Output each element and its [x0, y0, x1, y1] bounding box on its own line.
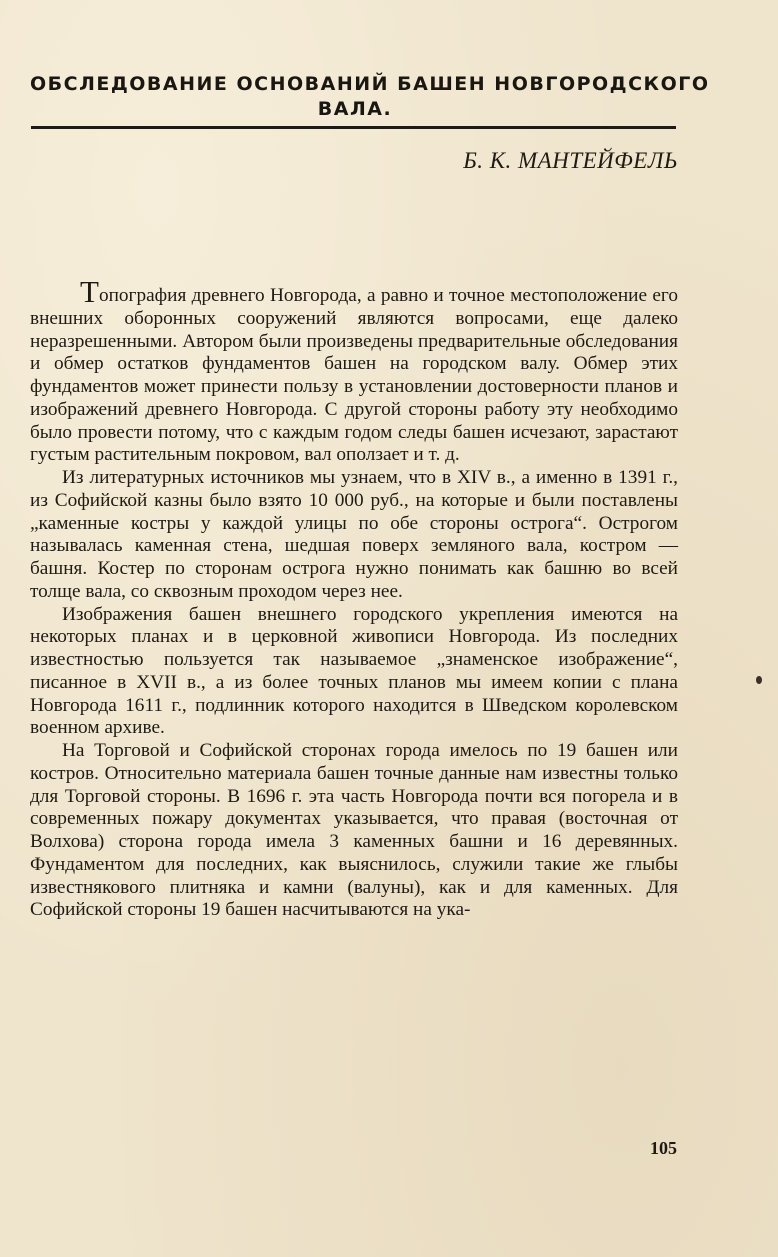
- page-number: 105: [650, 1138, 677, 1158]
- paragraph-1: [30, 274, 678, 467]
- title-rule: [31, 126, 676, 129]
- article-title-line-1: ОБСЛЕДОВАНИЕ ОСНОВАНИЙ БАШЕН НОВГОРОДСКОГО: [30, 73, 710, 95]
- article-title-line-2: ВАЛА.: [317, 98, 393, 120]
- drop-cap: Т: [80, 274, 99, 309]
- paragraph-2: Из литературных источников мы узнаем, что в XIV в., а именно в 1391 г., из Софийской казны было взято 10 000 руб., на которые и были поставлены „каменные костры у каждой улицы по обе стороны острога“. Острогом называлась каменная стена, шедшая поверх земляного вала, костром — башня. Костер по сторонам острога нужно понимать как башню во всей толще вала, со сквозным проходом через нее.: [30, 467, 678, 602]
- paragraph-1-text: опография древнего Новгорода, а равно и точное местоположение его внешних оборонных сооружений являются вопросами, еще далеко неразрешенными. Автором были произведены предварительные обследования и обмер остатков фундаментов башен на городском валу. Обмер этих фундаментов может принести пользу в установлении достоверности планов и изображений древнего Новгорода. С другой стороны работу эту необходимо было провести потому, что с каждым годом следы башен исчезают, зарастают густым растительным покровом, вал оползает и т. д.: [30, 285, 678, 466]
- article-title: [30, 72, 710, 122]
- article-body: [30, 274, 678, 922]
- ink-speck: [756, 676, 762, 684]
- author-name: Б. К. МАНТЕЙФЕЛЬ: [463, 148, 678, 173]
- paragraph-4: На Торговой и Софийской сторонах города имелось по 19 башен или костров. Относительно материала башен точные данные нам известны только для Торговой стороны. В 1696 г. эта часть Новгорода почти вся погорела и в современных пожару документах указывается, что правая (восточная от Волхова) сторона города имела 3 каменных башни и 16 деревянных. Фундаментом для последних, как выяснилось, служили такие же глыбы известнякового плитняка и камни (валуны), как и для каменных. Для Софийской стороны 19 башен насчитываются на ука-: [30, 740, 678, 921]
- paragraph-3: Изображения башен внешнего городского укрепления имеются на некоторых планах и в церковной живописи Новгорода. Из последних известностью пользуется так называемое „знаменское изображение“, писанное в XVII в., а из более точных планов мы имеем копии с плана Новгорода 1611 г., подлинник которого находится в Шведском королевском военном архиве.: [30, 603, 678, 739]
